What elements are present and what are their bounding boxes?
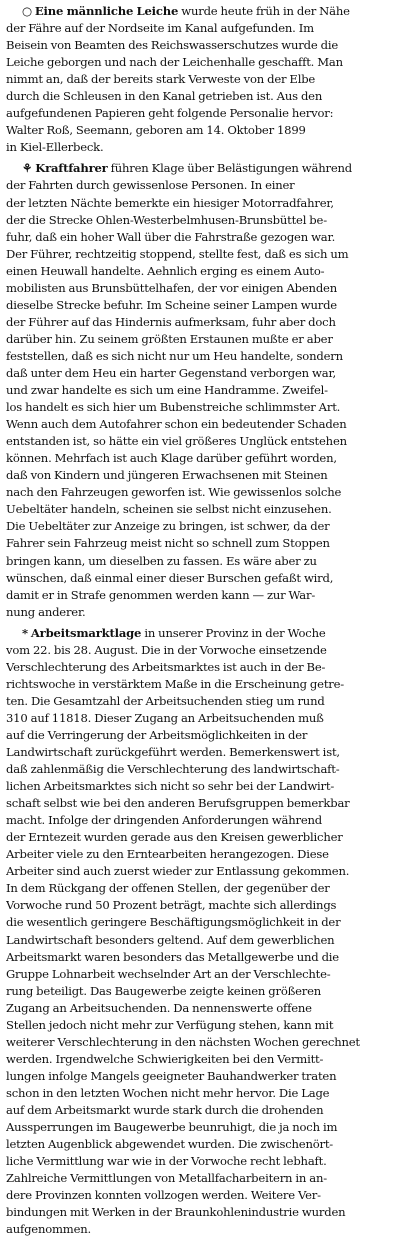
article-line [6,348,396,365]
article-marker: ○ [22,4,32,18]
article-line-text: können. Mehrfach ist auch Klage darüber geführt worden, [6,451,337,466]
article-line [6,625,396,642]
article-line [6,331,396,348]
article-line [6,812,396,829]
article-line [6,761,396,778]
article-line [6,897,396,914]
article-line-text: Vorwoche rund 50 Prozent beträgt, machte sich allerdings [6,898,337,913]
article-line-text: Zugang an Arbeitsuchenden. Da nennenswerte offene [6,1000,312,1015]
article-line [6,710,396,727]
article-line [6,1051,396,1068]
article-marker: ⚘ [22,161,33,176]
article-line-text: damit er in Strafe genommen werden kann — zur War- [6,587,316,602]
article-line-text: liche Vermittlung war wie in der Vorwoche recht lebhaft. [6,1154,327,1169]
article-line [6,553,396,570]
article-3 [6,625,396,1238]
article-line [6,535,396,552]
article-line-text: daß unter dem Heu ein harter Gegenstand verborgen war, [6,365,337,380]
article-line-text: schon in den letzten Wochen nicht mehr hervor. Die Lage [6,1085,330,1100]
article-line [6,212,396,229]
article-line-text: rung beteiligt. Das Baugewerbe zeigte keinen größeren [6,983,322,998]
article-marker: * [22,625,28,640]
article-line-text: Beisein von Beamten des Reichswasserschutzes wurde die [6,38,338,53]
article-line [6,399,396,416]
article-line [6,1034,396,1051]
article-line [6,863,396,880]
article-line-text: aufgefundenen Papieren geht folgende Personalie hervor: [6,106,334,121]
article-line-text: dieselbe Strecke befuhr. Im Scheine seiner Lampen wurde [6,297,337,312]
article-line-text: bringen kann, um dieselben zu fassen. Es wäre aber zu [6,553,317,568]
article-line [6,450,396,467]
article-line-text: nung anderer. [6,604,86,619]
article-line [6,914,396,931]
article-line-text: der letzten Nächte bemerkte ein hiesiger Motorradfahrer, [6,195,334,210]
article-line-text: durch die Schleusen in den Kanal getrieben ist. Aus den [6,89,323,104]
article-line-text: Landwirtschaft besonders geltend. Auf dem gewerblichen [6,932,335,947]
article-line [6,778,396,795]
article-line [6,3,396,20]
article-line [6,88,396,105]
article-line-text: vom 22. bis 28. August. Die in der Vorwoche einsetzende [6,642,327,657]
article-line-text: In dem Rückgang der offenen Stellen, der gegenüber der [6,881,330,896]
article-line [6,416,396,433]
article-line-text: dere Provinzen konnten vollzogen werden. Weitere Ver- [6,1188,321,1203]
article-line [6,1068,396,1085]
article-line-text: wünschen, daß einmal einer dieser Burschen gefaßt wird, [6,570,334,585]
article-line-text: daß von Kindern und jüngeren Erwachsenen mit Steinen [6,468,328,483]
article-line-text: Die Uebeltäter zur Anzeige zu bringen, ist schwer, da der [6,519,330,534]
article-line [6,105,396,122]
article-line [6,659,396,676]
article-line-text: der Führer auf das Hindernis aufmerksam, fuhr aber doch [6,314,336,329]
article-line-text: auf dem Arbeitsmarkt wurde stark durch die drohenden [6,1103,324,1117]
article-line [6,314,396,331]
article-line-text: feststellen, daß es sich nicht nur um Heu handelte, sondern [6,348,343,363]
article-line-text: ten. Die Gesamtzahl der Arbeitsuchenden stieg um rund [6,693,325,708]
article-line-text: einen Heuwall handelte. Aehnlich erging es einem Auto- [6,263,325,278]
article-line-text: der Fähre auf der Nordseite im Kanal aufgefunden. Im [6,21,314,36]
article-line [6,382,396,399]
article-line [6,263,396,280]
article-line [6,1187,396,1204]
article-line-text: letzten Augenblick abgewendet wurden. Die zwischenört- [6,1137,334,1152]
article-line [6,71,396,88]
article-line-text: wurde heute früh in der Nähe [178,4,350,18]
article-line-text: Arbeiter viele zu den Erntearbeiten herangezogen. Diese [6,847,329,862]
article-line [6,37,396,54]
article-line [6,1153,396,1170]
article-line [6,229,396,246]
article-line-text: Uebeltäter handeln, scheinen sie selbst nicht einzusehen. [6,502,332,517]
article-line-text: fuhr, daß ein hoher Wall über die Fahrstraße gezogen war. [6,229,336,244]
article-line [6,297,396,314]
article-lead: Eine männliche Leiche [34,4,179,18]
article-line-text: und zwar handelte es sich um eine Handramme. Zweifel- [6,383,328,398]
article-line-text: aufgenommen. [6,1222,92,1237]
article-line-text: 310 auf 11818. Dieser Zugang an Arbeitsuchenden muß [6,710,324,725]
article-line-text: Stellen jedoch nicht mehr zur Verfügung stehen, kann mit [6,1017,334,1032]
article-line-text: der Fahrten durch gewissenlose Personen. In einer [6,178,295,193]
article-line [6,744,396,761]
article-line [6,365,396,382]
article-line [6,280,396,297]
article-line [6,1221,396,1238]
article-line [6,139,396,156]
article-line [6,1136,396,1153]
article-line [6,177,396,194]
article-lead: Kraftfahrer [35,161,108,176]
article-line-text: Walter Roß, Seemann, geboren am 14. Oktober 1899 [6,123,306,138]
article-line [6,1102,396,1119]
article-line [6,20,396,37]
article-line-text: der die Strecke Ohlen-Westerbelmhusen-Brunsbüttel be- [6,212,327,227]
article-line [6,1017,396,1034]
article-line-text: lungen infolge Mangels geeigneter Bauhandwerker traten [6,1068,337,1083]
article-line [6,966,396,983]
article-line-text: lichen Arbeitsmarktes sich nicht so sehr bei der Landwirt- [6,779,335,794]
article-line [6,727,396,744]
article-line-text: nimmt an, daß der bereits stark Verweste von der Elbe [6,72,316,87]
article-line-text: Fahrer sein Fahrzeug meist nicht so schnell zum Stoppen [6,536,330,551]
article-line [6,501,396,518]
article-line-text: führen Klage über Belästigungen während [107,161,352,176]
article-line-text: entstanden ist, so hätte ein viel größeres Unglück entstehen [6,434,347,449]
article-line-text: der Erntezeit wurden gerade aus den Kreisen gewerblicher [6,830,343,845]
article-lead: Arbeitsmarktlage [30,625,142,640]
article-line [6,467,396,484]
article-line [6,1000,396,1017]
article-line-text: Der Führer, rechtzeitig stoppend, stellte fest, daß es sich um [6,246,349,261]
article-line-text: weiterer Verschlechterung in den nächsten Wochen gerechnet [6,1034,360,1049]
article-line [6,829,396,846]
article-line-text: daß zahlenmäßig die Verschlechterung des landwirtschaft- [6,762,340,777]
article-line [6,484,396,501]
article-line [6,949,396,966]
article-line-text: Wenn auch dem Autofahrer schon ein bedeutender Schaden [6,417,347,432]
article-line-text: Gruppe Lohnarbeit wechselnder Art an der Verschlechte- [6,966,331,981]
article-line [6,846,396,863]
article-line-text: in unserer Provinz in der Woche [141,625,326,640]
article-line [6,518,396,535]
article-line-text: Arbeiter sind auch zuerst wieder zur Entlassung gekommen. [6,864,350,879]
article-line-text: die wesentlich geringere Beschäftigungsmöglichkeit in der [6,915,341,930]
article-line [6,195,396,212]
article-line [6,1085,396,1102]
article-line [6,1170,396,1187]
article-line [6,570,396,587]
article-line [6,433,396,450]
article-line-text: schaft selbst wie bei den anderen Berufsgruppen bemerkbar [6,796,350,811]
article-line-text: auf die Verringerung der Arbeitsmöglichkeiten in der [6,727,308,742]
article-line-text: Landwirtschaft zurückgeführt werden. Bemerkenswert ist, [6,745,340,760]
article-line [6,693,396,710]
article-line-text: nach den Fahrzeugen geworfen ist. Wie gewissenlos solche [6,485,342,500]
article-line-text: los handelt es sich hier um Bubenstreiche schlimmster Art. [6,400,341,415]
article-line-text: Arbeitsmarkt waren besonders das Metallgewerbe und die [6,949,339,964]
article-body [6,3,396,1238]
article-line [6,795,396,812]
article-line-text: bindungen mit Werken in der Braunkohlenindustrie wurden [6,1205,346,1220]
article-line [6,604,396,621]
article-line-text: Leiche geborgen und nach der Leichenhalle geschafft. Man [6,55,343,70]
article-line [6,246,396,263]
article-line [6,54,396,71]
article-line-text: werden. Irgendwelche Schwierigkeiten bei den Vermitt- [6,1051,324,1066]
article-line [6,1119,396,1136]
article-line [6,642,396,659]
article-line [6,122,396,139]
article-line-text: darüber hin. Zu seinem größten Erstaunen mußte er aber [6,331,333,346]
article-line [6,587,396,604]
article-line [6,983,396,1000]
article-line [6,1204,396,1221]
article-line [6,676,396,693]
article-line [6,932,396,949]
article-line-text: Aussperrungen im Baugewerbe beunruhigt, die ja noch im [6,1120,338,1135]
article-line [6,160,396,177]
article-line-text: macht. Infolge der dringenden Anforderungen während [6,813,322,828]
article-1 [6,3,396,156]
article-line-text: richtswoche in verstärktem Maße in die Erscheinung getre- [6,676,344,691]
article-line [6,880,396,897]
article-line-text: in Kiel-Ellerbeck. [6,140,104,155]
article-line-text: Zahlreiche Vermittlungen von Metallfacharbeitern in an- [6,1171,327,1186]
article-2 [6,160,396,620]
article-line-text: mobilisten aus Brunsbüttelhafen, der vor einigen Abenden [6,280,337,295]
article-line-text: Verschlechterung des Arbeitsmarktes ist auch in der Be- [6,659,326,674]
